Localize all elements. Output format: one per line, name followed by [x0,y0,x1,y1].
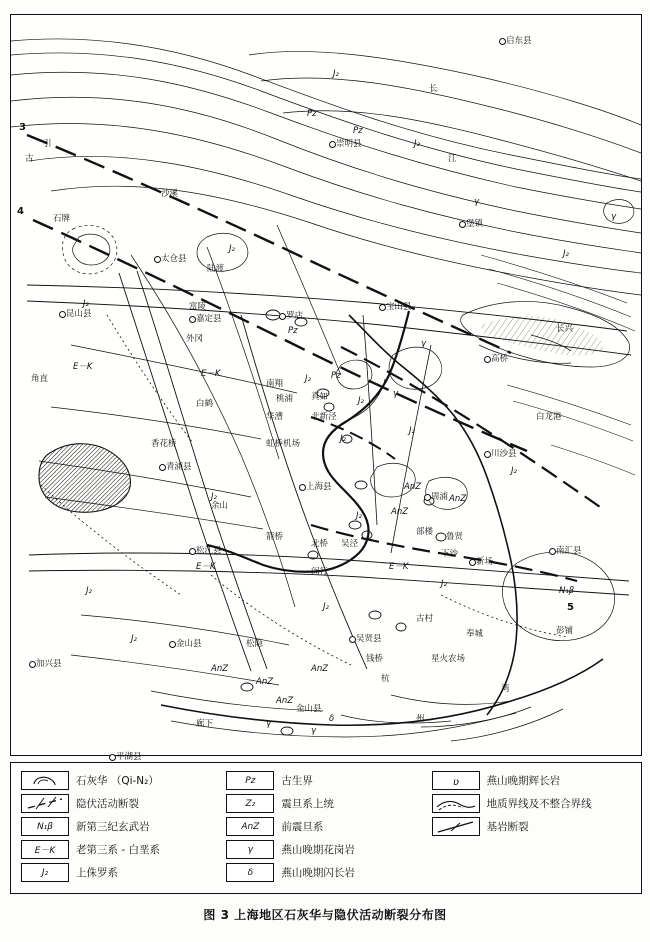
map-place-label: 新场 [476,557,494,567]
map-rock-unit-label: J₂ [211,492,217,502]
legend-symbol-text: J₂ [41,867,49,878]
map-place-label: 引 [43,139,52,149]
map-place-label: 堡镇 [466,219,484,229]
legend-item [432,817,631,836]
legend-symbol-text: E－K [34,846,56,856]
legend-symbol [21,771,69,790]
map-rock-unit-label: δ [329,714,335,724]
map-place-label: 吴泾 [341,539,359,549]
map-place-label: 廊下 [196,719,214,729]
map-rock-unit-label: J₂ [323,602,329,612]
map-place-label: 青浦县 [166,462,192,472]
map-city-dot [499,38,506,45]
geologic-boundary-icon [433,795,479,812]
legend-symbol [226,817,274,836]
map-place-label: 太仓县 [161,254,187,264]
map-place-label: 闵行 [311,567,329,577]
map-place-label: 罗店 [286,311,304,321]
map-city-dot [29,661,36,668]
map-place-label: 南汇县 [556,546,582,556]
legend-label: 新第三纪玄武岩 [76,821,150,833]
map-rock-unit-label: J₂ [340,434,346,444]
legend-label: 地质界线及不整合界线 [486,798,592,810]
map-city-dot [189,316,196,323]
legend-item [432,771,631,790]
map-city-dot [329,141,336,148]
map-place-label: 长兴 [556,324,574,334]
legend-symbol-text: γ [247,844,253,855]
map-city-dot [379,304,386,311]
map-place-label: 白鹤 [196,399,214,409]
map-city-dot [299,484,306,491]
map-place-label: 富陵 [189,302,207,312]
map-city-dot [159,464,166,471]
map-place-label: 白龙港 [536,412,562,422]
map-rock-unit-label: γ [311,726,317,736]
legend-item [21,840,220,859]
map-rock-unit-label: AnZ [311,664,329,674]
map-rock-unit-label: J₂ [131,634,137,644]
map-place-label: 陆渡 [207,264,225,274]
travertine-icon [22,772,68,789]
map-place-label: 金山县 [176,639,202,649]
map-rock-unit-label: J₂ [86,586,92,596]
legend-item [226,817,425,836]
figure-caption: 图 3 上海地区石灰华与隐伏活动断裂分布图 [203,908,447,922]
map-city-dot [189,548,196,555]
basement-fault-icon [433,818,479,835]
map-city-dot [484,451,491,458]
map-place-label: 平湖县 [116,752,142,762]
map-rock-unit-label: AnZ [276,696,294,706]
map-rock-unit-label: AnZ [211,664,229,674]
legend-symbol-text: δ [247,867,254,878]
legend-symbol [226,840,274,859]
map-rock-unit-label: AnZ [256,677,274,687]
map-city-dot [469,559,476,566]
map-rock-unit-label: Pz [288,326,298,336]
map-place-label: 部楼 [416,527,434,537]
map-rock-unit-label: J₂ [414,139,420,149]
legend-label: 燕山晚期花岗岩 [281,844,355,856]
map-city-dot [154,256,161,263]
map-rock-unit-label: γ [393,389,399,399]
legend-item [432,794,631,813]
map-place-label: 南翔 [266,379,284,389]
map-city-dot [109,754,116,761]
legend-symbol [432,794,480,813]
map-place-label: 江 [448,154,457,164]
legend-symbol [226,863,274,882]
map-rock-unit-label: J₂ [563,249,569,259]
legend-item [226,840,425,859]
map-rock-unit-label: J₂ [83,299,89,309]
map-place-label: 外冈 [186,334,204,344]
map-rock-unit-label: J₂ [305,374,311,384]
map-place-label: 湾 [501,684,510,694]
legend-label: 古生界 [281,775,313,787]
legend-item [21,817,220,836]
map-rock-unit-label: γ [611,212,617,222]
map-place-label: 下沙 [441,549,459,559]
map-place-label: 松隐 [246,639,264,649]
map-rock-unit-label: Pz [331,371,341,381]
map-rock-unit-label: AnZ [391,507,409,517]
legend-symbol [226,771,274,790]
map-city-dot [349,636,356,643]
legend-label: 基岩断裂 [486,821,529,833]
legend-grid [11,763,641,893]
gabbro-icon [433,772,479,789]
legend-symbol [432,817,480,836]
legend-symbol-text: Z₂ [245,798,256,809]
map-place-label: 高桥 [491,354,509,364]
map-rock-unit-label: J₂ [356,511,362,521]
map-corner-mark-3: 3 [19,122,26,133]
legend-label: 隐伏活动断裂 [76,798,139,810]
map-place-label: 古村 [416,614,434,624]
map-place-label: 杭 [381,674,390,684]
map-place-label: 香花桥 [151,439,177,449]
map-place-label: 崇明县 [336,139,362,149]
map-rock-unit-label: Pz [307,109,317,119]
map-rock-unit-label: J₂ [441,579,447,589]
map-city-dot [424,494,431,501]
legend-label: 燕山晚期闪长岩 [281,867,355,879]
map-place-label: 彭铺 [556,626,574,636]
map-rock-unit-label: E－K [196,562,216,572]
map-corner-mark-4: 4 [17,206,24,217]
map-rock-unit-label: E－K [389,562,409,572]
map-rock-unit-label: γ [266,719,272,729]
map-place-label: 嘉定县 [196,314,222,324]
map-legend [10,762,642,894]
map-place-label: 角直 [31,374,49,384]
map-place-label: 州 [416,714,425,724]
map-place-label: 沙溪 [161,189,179,199]
map-place-label: 北新泾 [311,412,337,422]
map-rock-unit-label: J₂ [409,426,415,436]
map-place-label: 虹桥机场 [266,439,301,449]
legend-symbol-text: AnZ [241,821,260,832]
legend-symbol-text: Pz [245,775,256,786]
map-rock-unit-label: E－K [73,362,93,372]
map-rock-unit-label: AnZ [404,482,422,492]
legend-symbol [21,840,69,859]
map-place-label: 真如 [311,392,329,402]
legend-symbol [432,771,480,790]
map-place-label: 箭桥 [266,532,284,542]
map-city-dot [59,311,66,318]
map-city-dot [549,548,556,555]
map-rock-unit-label: J₂ [511,466,517,476]
legend-symbol [21,863,69,882]
map-place-label: 周浦 [431,492,449,502]
map-canvas [11,15,641,762]
map-rock-unit-label: γ [421,339,427,349]
legend-symbol [226,794,274,813]
map-place-label: 昆山县 [66,309,92,319]
legend-item [226,863,425,882]
map-place-label: 奉城 [466,629,484,639]
map-rock-unit-label: N₁β [559,586,575,596]
legend-label: 老第三系 - 白垩系 [76,844,160,856]
legend-symbol [21,817,69,836]
legend-item [21,794,220,813]
map-rock-unit-label: J₂ [333,69,339,79]
map-place-label: 华漕 [266,412,284,422]
map-rock-unit-label: γ [474,197,480,207]
map-linework [11,15,641,755]
map-place-label: 鲁贤 [446,532,464,542]
legend-item [226,794,425,813]
map-place-label: 古 [25,154,34,164]
map-place-label: 余山 [211,501,229,511]
map-place-label: 长 [429,84,438,94]
legend-item [21,863,220,882]
svg-text:ʋ: ʋ [452,777,459,788]
map-rock-unit-label: J₂ [358,396,364,406]
map-city-dot [484,356,491,363]
map-figure [10,14,642,762]
map-place-label: 北桥 [311,539,329,549]
map-rock-unit-label: E－K [201,369,221,379]
map-place-label: 松江县 [196,546,222,556]
legend-label: 上侏罗系 [76,867,118,879]
map-city-dot [279,313,286,320]
map-place-label: 加兴县 [36,659,62,669]
legend-symbol [21,794,69,813]
map-place-label: 上海县 [306,482,332,492]
map-place-label: 钱桥 [366,654,384,664]
legend-label: 燕山晚期辉长岩 [486,775,561,787]
map-place-label: 吴贤县 [356,634,382,644]
map-place-label: 金山县 [296,704,322,714]
legend-item [226,771,425,790]
map-rock-unit-label: Pz [353,126,363,136]
map-city-dot [169,641,176,648]
map-corner-mark-5: 5 [567,602,574,613]
map-place-label: 星火农场 [431,654,466,664]
map-place-label: 宝山县 [386,302,412,312]
map-rock-unit-label: AnZ [449,494,467,504]
hidden-fault-icon [22,795,68,812]
map-place-label: 启东县 [506,36,532,46]
map-place-label: 川沙县 [491,449,517,459]
legend-symbol-text: N₁β [36,821,54,832]
legend-item [21,771,220,790]
legend-label: 前震旦系 [281,821,324,833]
map-place-label: 石牌 [53,214,71,224]
legend-label: 震旦系上统 [281,798,334,810]
map-place-label: 桃浦 [276,394,294,404]
legend-label: 石灰华 （Qi-N₂） [76,775,159,787]
map-rock-unit-label: J₂ [229,244,235,254]
map-city-dot [459,221,466,228]
